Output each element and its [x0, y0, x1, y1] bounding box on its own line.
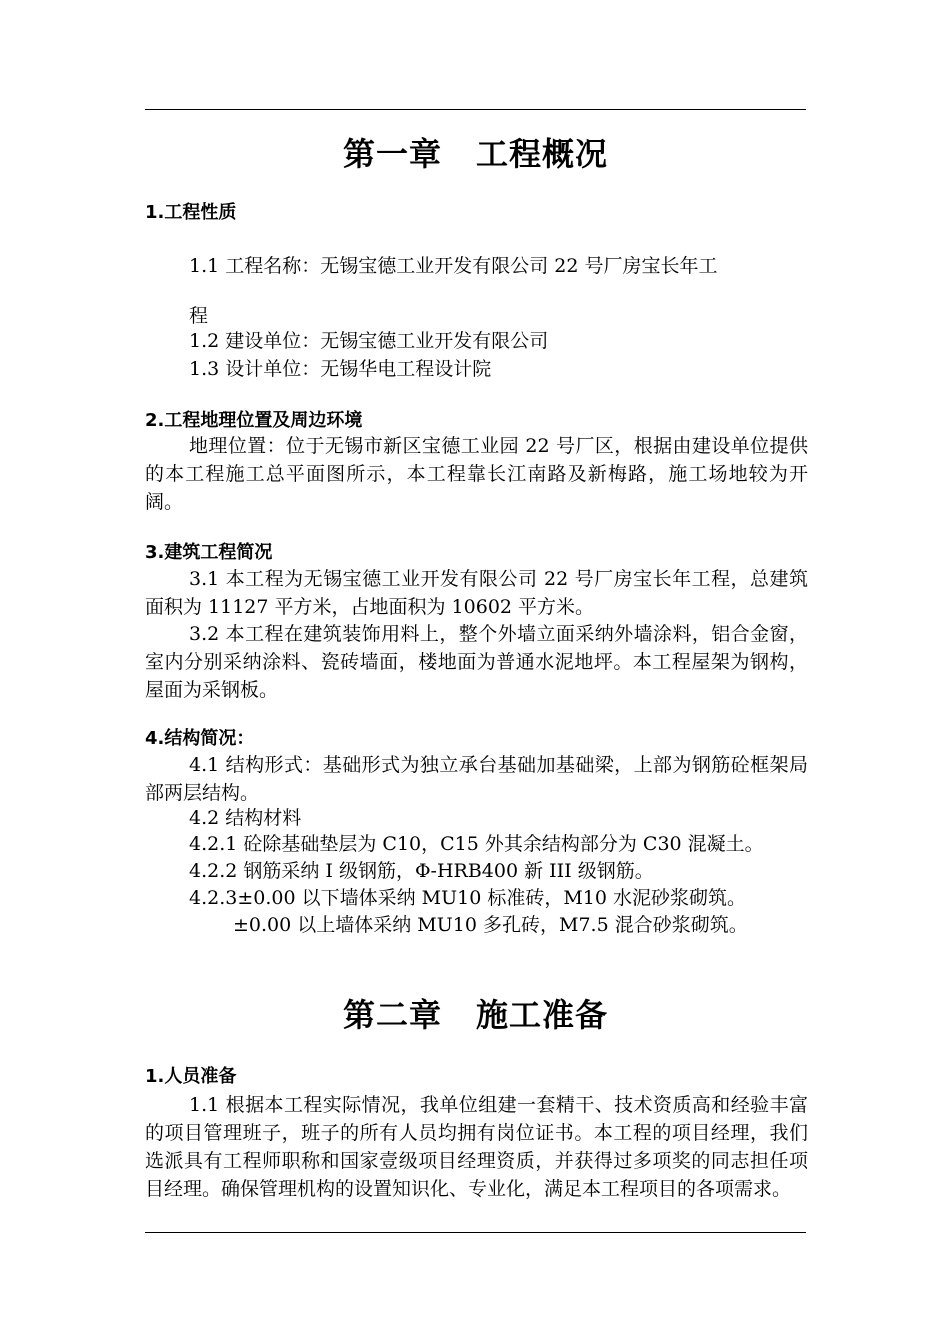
paragraph-location: 地理位置：位于无锡市新区宝德工业园 22 号厂区，根据由建设单位提供的本工程施工总平面图所示，本工程靠长江南路及新梅路，施工场地较为开阔。	[145, 435, 808, 513]
paragraph-4-2-3: 4.2.3±0.00 以下墙体采纳 MU10 标准砖，M10 水泥砂浆砌筑。	[189, 887, 747, 909]
footer-rule	[145, 1232, 806, 1233]
paragraph-1-3-designer: 1.3 设计单位：无锡华电工程设计院	[189, 358, 492, 380]
chapter-2-title	[145, 995, 806, 1035]
chapter-2-number: 第二章	[342, 996, 442, 1034]
paragraph-4-2-1: 4.2.1 砼除基础垫层为 C10，C15 外其余结构部分为 C30 混凝土。	[189, 833, 764, 855]
paragraph-personnel: 1.1 根据本工程实际情况，我单位组建一套精干、技术资质高和经验丰富的项目管理班子，班子的所有人员均拥有岗位证书。本工程的项目经理，我们选派具有工程师职称和国家壹级项目经理资质，并获得过多项奖的同志担任项目经理。确保管理机构的设置知识化、专业化，满足本工程项目的各项需求。	[145, 1094, 808, 1200]
chapter-1-name: 工程概况	[476, 135, 609, 173]
section-1-4-title: 4.结构简况：	[145, 728, 255, 749]
paragraph-4-2: 4.2 结构材料	[189, 807, 302, 829]
section-2-1-title: 1.人员准备	[145, 1066, 237, 1087]
section-1-1-title: 1.工程性质	[145, 202, 237, 223]
chapter-1-number: 第一章	[342, 135, 442, 173]
section-1-2-title: 2.工程地理位置及周边环境	[145, 410, 363, 431]
chapter-2-name: 施工准备	[476, 996, 609, 1034]
paragraph-3-2: 3.2 本工程在建筑装饰用料上，整个外墙立面采纳外墙涂料，铝合金窗，室内分别采纳涂料、瓷砖墙面，楼地面为普通水泥地坪。本工程屋架为钢构，屋面为采钢板。	[145, 623, 808, 701]
paragraph-4-2-2: 4.2.2 钢筋采纳 I 级钢筋，Φ-HRB400 新 III 级钢筋。	[189, 860, 654, 882]
section-1-3-title: 3.建筑工程简况	[145, 542, 273, 563]
chapter-1-title	[145, 134, 806, 174]
header-rule	[145, 109, 806, 110]
paragraph-1-1-project-name: 1.1 工程名称：无锡宝德工业开发有限公司 22 号厂房宝长年工	[189, 255, 718, 277]
paragraph-4-1: 4.1 结构形式：基础形式为独立承台基础加基础梁，上部为钢筋砼框架局部两层结构。	[145, 754, 808, 804]
paragraph-3-1: 3.1 本工程为无锡宝德工业开发有限公司 22 号厂房宝长年工程，总建筑面积为 11127 平方米，占地面积为 10602 平方米。	[145, 568, 808, 618]
paragraph-1-1-project-name-end: 程	[189, 305, 209, 327]
paragraph-4-2-3-cont: ±0.00 以上墙体采纳 MU10 多孔砖，M7.5 混合砂浆砌筑。	[233, 914, 748, 936]
paragraph-1-2-builder: 1.2 建设单位：无锡宝德工业开发有限公司	[189, 330, 549, 352]
